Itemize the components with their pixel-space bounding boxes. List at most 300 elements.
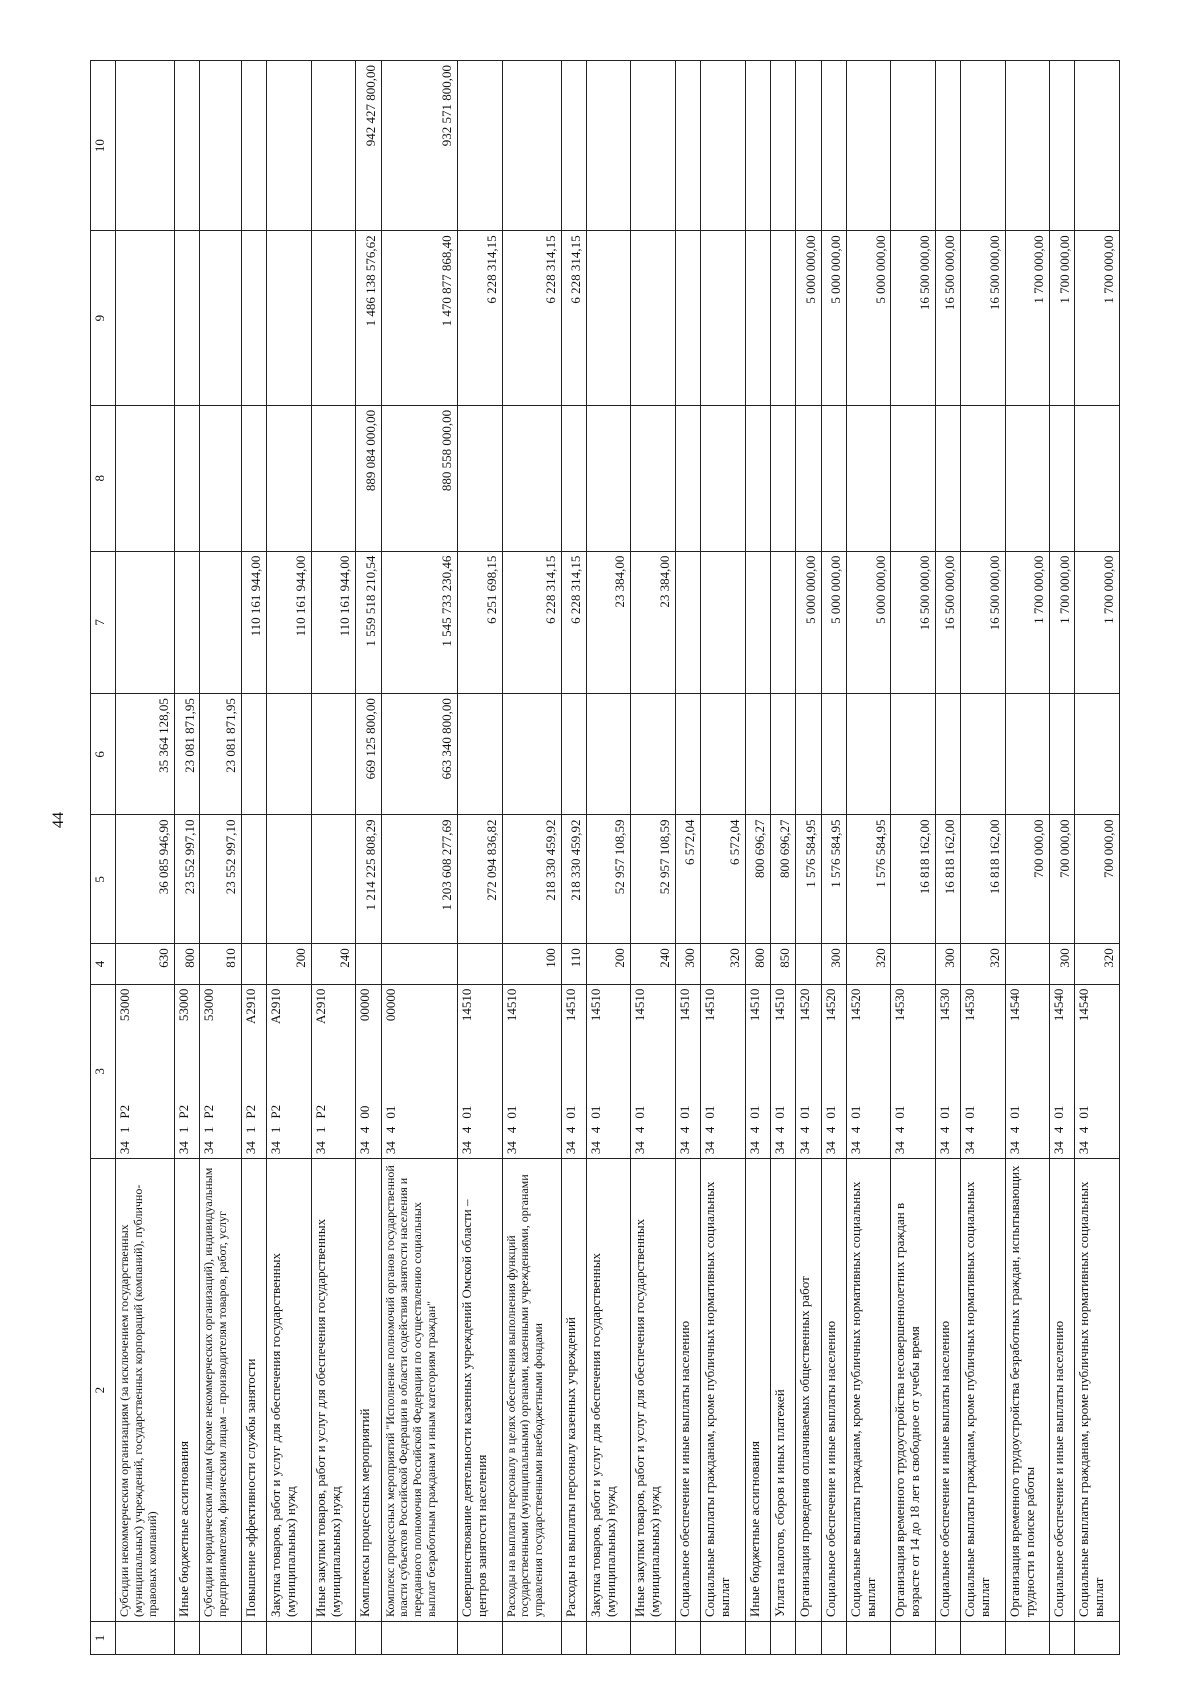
budget-code-part: 14540: [1076, 988, 1092, 1022]
table-row: [961, 61, 1005, 1655]
amount-c7: [745, 551, 770, 694]
amount-c10: [675, 61, 700, 231]
amount-c6: [241, 694, 266, 815]
amount-c8: [175, 405, 200, 551]
table-header-row: [91, 61, 116, 1655]
expense-type-code: 320: [961, 944, 1005, 984]
amount-c5: [311, 815, 355, 944]
amount-c5: 16 818 162,00: [935, 815, 960, 944]
column-header-9: 9: [91, 231, 116, 406]
row-index-cell: [311, 1622, 355, 1655]
amount-c10: [241, 61, 266, 231]
budget-code-part: 34: [1051, 1141, 1067, 1155]
amount-c9: [116, 231, 175, 406]
budget-code-cell: [267, 984, 311, 1159]
budget-code-part: 14510: [459, 988, 475, 1022]
budget-code-cell: [631, 984, 675, 1159]
expense-type-code: 240: [311, 944, 355, 984]
amount-c9: 6 228 314,15: [458, 231, 502, 406]
budget-code-part: 34: [268, 1141, 284, 1155]
amount-c9: 16 500 000,00: [961, 231, 1005, 406]
amount-c6: [458, 694, 502, 815]
amount-c7: 5 000 000,00: [821, 551, 846, 694]
amount-c9: [200, 231, 242, 406]
budget-code-part: 34: [242, 1141, 258, 1155]
amount-c8: [847, 405, 891, 551]
amount-c6: [891, 694, 935, 815]
budget-code-part: 01: [1006, 1105, 1022, 1119]
amount-c8: [745, 405, 770, 551]
amount-c8: [1075, 405, 1120, 551]
budget-code-part: 01: [797, 1105, 813, 1119]
amount-c9: 5 000 000,00: [847, 231, 891, 406]
row-index-cell: [241, 1622, 266, 1655]
budget-code-part: 34: [632, 1141, 648, 1155]
amount-c10: [745, 61, 770, 231]
amount-c9: 1 700 000,00: [1075, 231, 1120, 406]
amount-c9: [701, 231, 745, 406]
amount-c10: 942 427 800,00: [356, 61, 381, 231]
budget-code-part: 01: [822, 1105, 838, 1119]
amount-c6: [935, 694, 960, 815]
row-name: Иные бюджетные ассигнования: [745, 1159, 770, 1622]
row-name: Социальные выплаты гражданам, кроме публичных нормативных социальных выплат: [701, 1159, 745, 1622]
row-name: Повышение эффективности службы занятости: [241, 1159, 266, 1622]
amount-c6: [796, 694, 821, 815]
amount-c5: 23 552 997,10: [200, 815, 242, 944]
row-name: Организация временного трудоустройства несовершеннолетних граждан в возрасте от 14 до 18 лет в свободное от учебы время: [891, 1159, 935, 1622]
row-index-cell: [561, 1622, 586, 1655]
budget-code-part: 4: [848, 1126, 864, 1134]
budget-code-part: 34: [848, 1141, 864, 1155]
row-name: Социальные выплаты гражданам, кроме публичных нормативных социальных выплат: [1075, 1159, 1120, 1622]
expense-type-code: [241, 944, 266, 984]
budget-code-part: Р2: [268, 1104, 284, 1119]
amount-c10: [891, 61, 935, 231]
expense-type-code: 240: [631, 944, 675, 984]
budget-code-part: 14540: [1051, 988, 1067, 1022]
amount-c5: [267, 815, 311, 944]
row-name: Субсидии юридическим лицам (кроме некоммерческих организаций), индивидуальным предпринимателям, физическим лицам – производителям товаров, работ, услуг: [200, 1159, 242, 1622]
row-index-cell: [381, 1622, 458, 1655]
budget-code-part: 01: [702, 1105, 718, 1119]
amount-c10: [631, 61, 675, 231]
amount-c6: [847, 694, 891, 815]
amount-c6: [1050, 694, 1075, 815]
amount-c6: [745, 694, 770, 815]
table-row: [745, 61, 770, 1655]
row-name: Социальное обеспечение и иные выплаты населению: [821, 1159, 846, 1622]
amount-c8: [821, 405, 846, 551]
amount-c10: [502, 61, 561, 231]
amount-c7: 23 384,00: [631, 551, 675, 694]
amount-c10: [961, 61, 1005, 231]
budget-code-part: 1: [268, 1126, 284, 1134]
amount-c8: [458, 405, 502, 551]
budget-code-part: 14510: [702, 988, 718, 1022]
amount-c10: [175, 61, 200, 231]
row-index-cell: [1050, 1622, 1075, 1655]
table-body: [116, 61, 1120, 1655]
table-row: [241, 61, 266, 1655]
amount-c7: [770, 551, 795, 694]
amount-c9: 5 000 000,00: [796, 231, 821, 406]
row-name: Иные закупки товаров, работ и услуг для обеспечения государственных (муниципальных) нужд: [631, 1159, 675, 1622]
amount-c6: [1005, 694, 1049, 815]
budget-code-part: 14510: [676, 988, 692, 1022]
budget-code-part: Р2: [312, 1104, 328, 1119]
table-row: [311, 61, 355, 1655]
budget-code-part: 1: [201, 1126, 217, 1134]
expense-type-code: [356, 944, 381, 984]
amount-c6: 669 125 800,00: [356, 694, 381, 815]
amount-c7: 110 161 944,00: [241, 551, 266, 694]
amount-c6: [770, 694, 795, 815]
amount-c5: 700 000,00: [1075, 815, 1120, 944]
budget-code-cell: [311, 984, 355, 1159]
column-header-5: 5: [91, 815, 116, 944]
budget-code-part: 4: [771, 1126, 787, 1134]
budget-code-part: 34: [117, 1141, 132, 1155]
amount-c9: [675, 231, 700, 406]
amount-c9: 5 000 000,00: [821, 231, 846, 406]
budget-code-part: 4: [702, 1126, 718, 1134]
budget-code-part: 4: [822, 1126, 838, 1134]
budget-code-part: 4: [1076, 1126, 1092, 1134]
amount-c8: [675, 405, 700, 551]
amount-c10: [701, 61, 745, 231]
row-index-cell: [586, 1622, 630, 1655]
amount-c10: [200, 61, 242, 231]
budget-code-part: 53000: [117, 988, 132, 1022]
expense-type-code: 110: [561, 944, 586, 984]
amount-c6: [586, 694, 630, 815]
amount-c5: 800 696,27: [745, 815, 770, 944]
row-name: Закупка товаров, работ и услуг для обеспечения государственных (муниципальных) нужд: [586, 1159, 630, 1622]
table-row: [502, 61, 561, 1655]
amount-c7: 6 228 314,15: [502, 551, 561, 694]
budget-code-part: 34: [382, 1141, 398, 1155]
amount-c5: 1 214 225 808,29: [356, 815, 381, 944]
budget-code-part: 34: [562, 1141, 578, 1155]
budget-code-part: 14540: [1006, 988, 1022, 1022]
budget-code-cell: [586, 984, 630, 1159]
amount-c7: 23 384,00: [586, 551, 630, 694]
amount-c7: 6 251 698,15: [458, 551, 502, 694]
row-index-cell: [745, 1622, 770, 1655]
row-index-cell: [175, 1622, 200, 1655]
amount-c8: 880 558 000,00: [381, 405, 458, 551]
table-row: [631, 61, 675, 1655]
amount-c5: 6 572,04: [675, 815, 700, 944]
budget-code-cell: [381, 984, 458, 1159]
row-name: Социальное обеспечение и иные выплаты населению: [935, 1159, 960, 1622]
amount-c7: [675, 551, 700, 694]
budget-code-part: 1: [176, 1126, 192, 1134]
budget-code-part: 34: [176, 1141, 192, 1155]
budget-code-cell: [458, 984, 502, 1159]
row-index-cell: [675, 1622, 700, 1655]
budget-code-part: 01: [676, 1105, 692, 1119]
budget-code-part: 1: [117, 1126, 132, 1134]
amount-c9: [770, 231, 795, 406]
amount-c7: 1 700 000,00: [1050, 551, 1075, 694]
expense-type-code: 300: [935, 944, 960, 984]
budget-code-cell: [1050, 984, 1075, 1159]
row-name: Социальные выплаты гражданам, кроме публичных нормативных социальных выплат: [961, 1159, 1005, 1622]
budget-code-part: 4: [676, 1126, 692, 1134]
column-header-8: 8: [91, 405, 116, 551]
amount-c8: [561, 405, 586, 551]
row-name: Организация временного трудоустройства безработных граждан, испытывающих трудности в поиске работы: [1005, 1159, 1049, 1622]
budget-code-part: 14510: [632, 988, 648, 1022]
table-row: [200, 61, 242, 1655]
amount-c7: 110 161 944,00: [311, 551, 355, 694]
amount-c10: [821, 61, 846, 231]
budget-code-part: 1: [242, 1126, 258, 1134]
amount-c6: [821, 694, 846, 815]
amount-c5: 1 576 584,95: [796, 815, 821, 944]
row-index-cell: [1075, 1622, 1120, 1655]
budget-code-cell: [821, 984, 846, 1159]
amount-c5: 36 085 946,90: [116, 815, 175, 944]
budget-code-part: Р2: [117, 1104, 132, 1119]
amount-c5: 1 576 584,95: [847, 815, 891, 944]
row-name: Субсидии некоммерческим организациям (за исключением государственных (муниципальных) учреждений, государственных корпораций (компаний), публично-правовых компаний): [116, 1159, 175, 1622]
budget-code-part: 01: [962, 1105, 978, 1119]
row-name: Расходы на выплаты персоналу в целях обеспечения выполнения функций государственными (муниципальными) органами, казенными учреждениями, органами управления государственными внебюджетными фондами: [502, 1159, 561, 1622]
amount-c9: [175, 231, 200, 406]
budget-code-part: 01: [1076, 1105, 1092, 1119]
budget-code-part: 01: [771, 1105, 787, 1119]
budget-code-part: 34: [312, 1141, 328, 1155]
budget-code-part: 01: [382, 1105, 398, 1119]
page-number: 44: [50, 812, 67, 828]
amount-c8: [631, 405, 675, 551]
amount-c6: 23 081 871,95: [175, 694, 200, 815]
table-row: [701, 61, 745, 1655]
expense-type-code: 800: [175, 944, 200, 984]
amount-c7: 110 161 944,00: [267, 551, 311, 694]
amount-c9: [586, 231, 630, 406]
expense-type-code: 100: [502, 944, 561, 984]
row-index-cell: [458, 1622, 502, 1655]
amount-c7: 16 500 000,00: [961, 551, 1005, 694]
budget-code-cell: [675, 984, 700, 1159]
table-row: [675, 61, 700, 1655]
row-index-cell: [961, 1622, 1005, 1655]
amount-c7: 1 700 000,00: [1005, 551, 1049, 694]
amount-c9: [267, 231, 311, 406]
table-row: [821, 61, 846, 1655]
budget-code-part: 14520: [797, 988, 813, 1022]
row-name: Совершенствование деятельности казенных учреждений Омской области – центров занятости населения: [458, 1159, 502, 1622]
expense-type-code: 300: [675, 944, 700, 984]
amount-c9: 16 500 000,00: [891, 231, 935, 406]
expense-type-code: 630: [116, 944, 175, 984]
budget-code-cell: [891, 984, 935, 1159]
budget-code-part: 4: [1006, 1126, 1022, 1134]
budget-code-part: 01: [503, 1105, 519, 1119]
amount-c7: 16 500 000,00: [935, 551, 960, 694]
budget-code-part: 00000: [382, 988, 398, 1022]
budget-code-cell: [745, 984, 770, 1159]
amount-c7: 1 700 000,00: [1075, 551, 1120, 694]
budget-code-part: 4: [892, 1126, 908, 1134]
amount-c5: 1 203 608 277,69: [381, 815, 458, 944]
row-index-cell: [821, 1622, 846, 1655]
row-name: Расходы на выплаты персоналу казенных учреждений: [561, 1159, 586, 1622]
column-header-10: 10: [91, 61, 116, 231]
amount-c9: 6 228 314,15: [502, 231, 561, 406]
budget-code-cell: [701, 984, 745, 1159]
amount-c5: 52 957 108,59: [631, 815, 675, 944]
amount-c8: [311, 405, 355, 551]
amount-c5: 800 696,27: [770, 815, 795, 944]
table-row: [116, 61, 175, 1655]
table-row: [847, 61, 891, 1655]
row-name: Комплексы процессных мероприятий: [356, 1159, 381, 1622]
amount-c8: [770, 405, 795, 551]
budget-code-part: 34: [746, 1141, 762, 1155]
amount-c9: 1 486 138 576,62: [356, 231, 381, 406]
amount-c8: [502, 405, 561, 551]
budget-code-part: 14520: [822, 988, 838, 1022]
amount-c5: 218 330 459,92: [561, 815, 586, 944]
amount-c10: [458, 61, 502, 231]
amount-c10: [770, 61, 795, 231]
amount-c6: [961, 694, 1005, 815]
amount-c5: [241, 815, 266, 944]
budget-code-part: 01: [936, 1105, 952, 1119]
budget-code-part: 14510: [771, 988, 787, 1022]
amount-c6: [267, 694, 311, 815]
budget-code-part: Р2: [201, 1104, 217, 1119]
row-name: Уплата налогов, сборов и иных платежей: [770, 1159, 795, 1622]
amount-c8: [935, 405, 960, 551]
column-header-3: 3: [91, 984, 116, 1159]
amount-c7: 1 545 733 230,46: [381, 551, 458, 694]
budget-code-part: 01: [892, 1105, 908, 1119]
amount-c6: [311, 694, 355, 815]
budget-code-cell: [1075, 984, 1120, 1159]
amount-c9: 1 700 000,00: [1050, 231, 1075, 406]
budget-code-part: Р2: [242, 1104, 258, 1119]
budget-code-cell: [847, 984, 891, 1159]
amount-c8: [1050, 405, 1075, 551]
table-row: [561, 61, 586, 1655]
budget-code-cell: [770, 984, 795, 1159]
amount-c7: [701, 551, 745, 694]
amount-c6: [502, 694, 561, 815]
amount-c10: [267, 61, 311, 231]
expense-type-code: 810: [200, 944, 242, 984]
budget-code-part: 34: [587, 1141, 603, 1155]
budget-code-part: 01: [746, 1105, 762, 1119]
budget-code-cell: [241, 984, 266, 1159]
amount-c8: [796, 405, 821, 551]
budget-table: [90, 60, 1120, 1655]
table-row: [381, 61, 458, 1655]
budget-code-cell: [961, 984, 1005, 1159]
budget-code-part: 4: [962, 1126, 978, 1134]
row-name: Иные бюджетные ассигнования: [175, 1159, 200, 1622]
amount-c5: 700 000,00: [1005, 815, 1049, 944]
budget-code-part: 01: [587, 1105, 603, 1119]
budget-code-part: 00: [357, 1105, 373, 1119]
amount-c9: [311, 231, 355, 406]
budget-code-part: 34: [357, 1141, 373, 1155]
budget-code-part: 34: [771, 1141, 787, 1155]
budget-code-part: 53000: [201, 988, 217, 1022]
amount-c9: 1 470 877 868,40: [381, 231, 458, 406]
budget-code-part: 34: [1076, 1141, 1092, 1155]
budget-code-part: 01: [848, 1105, 864, 1119]
amount-c9: 1 700 000,00: [1005, 231, 1049, 406]
budget-code-part: 14530: [936, 988, 952, 1022]
column-header-7: 7: [91, 551, 116, 694]
budget-code-cell: [200, 984, 242, 1159]
amount-c6: [1075, 694, 1120, 815]
table-row: [1050, 61, 1075, 1655]
amount-c5: 218 330 459,92: [502, 815, 561, 944]
amount-c8: [891, 405, 935, 551]
amount-c9: [241, 231, 266, 406]
row-name: Социальное обеспечение и иные выплаты населению: [1050, 1159, 1075, 1622]
amount-c10: 932 571 800,00: [381, 61, 458, 231]
budget-code-cell: [796, 984, 821, 1159]
amount-c7: 16 500 000,00: [891, 551, 935, 694]
amount-c5: 52 957 108,59: [586, 815, 630, 944]
budget-code-part: 4: [382, 1126, 398, 1134]
budget-code-part: 01: [562, 1105, 578, 1119]
row-index-cell: [631, 1622, 675, 1655]
amount-c6: [561, 694, 586, 815]
expense-type-code: [381, 944, 458, 984]
budget-code-part: 4: [503, 1126, 519, 1134]
row-index-cell: [847, 1622, 891, 1655]
amount-c7: [200, 551, 242, 694]
amount-c10: [1050, 61, 1075, 231]
amount-c10: [561, 61, 586, 231]
amount-c5: 6 572,04: [701, 815, 745, 944]
table-row: [770, 61, 795, 1655]
amount-c8: [1005, 405, 1049, 551]
row-index-cell: [770, 1622, 795, 1655]
column-header-1: 1: [91, 1622, 116, 1655]
table-row: [175, 61, 200, 1655]
budget-code-part: 34: [962, 1141, 978, 1155]
amount-c6: [701, 694, 745, 815]
amount-c10: [796, 61, 821, 231]
budget-code-part: 4: [936, 1126, 952, 1134]
budget-code-part: 34: [822, 1141, 838, 1155]
row-name: Закупка товаров, работ и услуг для обеспечения государственных (муниципальных) нужд: [267, 1159, 311, 1622]
amount-c6: 23 081 871,95: [200, 694, 242, 815]
expense-type-code: [1005, 944, 1049, 984]
amount-c8: [116, 405, 175, 551]
amount-c8: [961, 405, 1005, 551]
amount-c7: [116, 551, 175, 694]
column-header-4: 4: [91, 944, 116, 984]
table-row: [891, 61, 935, 1655]
row-index-cell: [116, 1622, 175, 1655]
budget-code-part: 14510: [503, 988, 519, 1022]
expense-type-code: 320: [701, 944, 745, 984]
table-row: [935, 61, 960, 1655]
amount-c8: 889 084 000,00: [356, 405, 381, 551]
amount-c10: [847, 61, 891, 231]
